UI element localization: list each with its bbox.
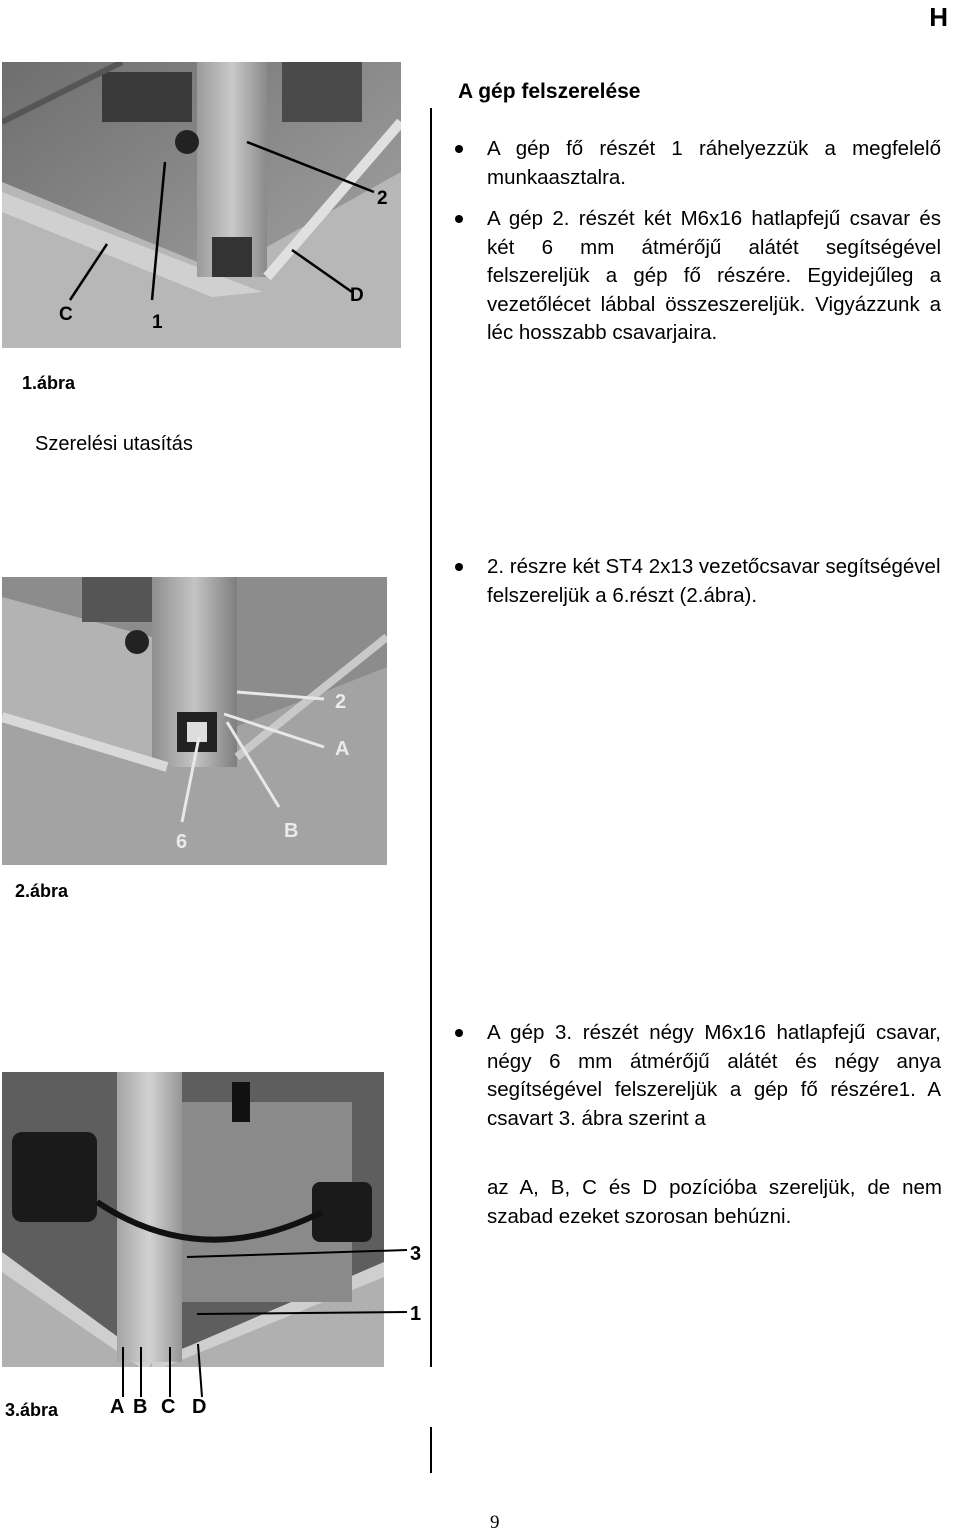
section-title: A gép felszerelése (458, 80, 641, 103)
figure-2-label-6: 6 (176, 831, 188, 853)
figure-3-image (2, 1072, 432, 1427)
figure-1-image (2, 62, 401, 348)
figure-3-label-c: C (161, 1396, 176, 1418)
figure-1-label-1: 1 (152, 312, 163, 333)
figure-1-label-2: 2 (377, 188, 388, 209)
figure-2-image (2, 577, 387, 865)
figure-2-caption: 2.ábra (15, 881, 69, 901)
bullet-icon (455, 145, 463, 153)
figure-3-photo (2, 1072, 432, 1427)
figure-3-label-a: A (110, 1396, 125, 1418)
figure-2-photo (2, 577, 387, 865)
figure-1-photo (2, 62, 401, 348)
figure-3-label-d: D (192, 1396, 207, 1418)
bullet-icon (455, 215, 463, 223)
bullet-icon (455, 563, 463, 571)
figure-3-label-b: B (133, 1396, 148, 1418)
figure-3-caption: 3.ábra (5, 1400, 59, 1420)
page-number: 9 (490, 1512, 500, 1533)
figure-2-label-2: 2 (335, 691, 347, 713)
instruction-1: A gép fő részét 1 ráhelyezzük a megfelelő munkaasztalra. (455, 135, 941, 192)
instruction-4: A gép 3. részét négy M6x16 hatlapfejű csavar, négy 6 mm átmérőjű alátét és négy anya segítségével felszereljük a gép fő részére1. A csavart 3. ábra szerint a (455, 1019, 941, 1133)
figure-3-label-3: 3 (410, 1243, 422, 1265)
figure-2-label-a: A (335, 738, 350, 760)
figure-2-label-b: B (284, 820, 299, 842)
bullet-icon (455, 1029, 463, 1037)
figure-1-label-d: D (350, 285, 364, 306)
instruction-2: A gép 2. részét két M6x16 hatlapfejű csavar és két 6 mm átmérőjű alátét segítségével felszereljük a gép fő részére. Egyidejűleg a vezetőlécet lábbal összeszereljük. Vigyázzunk a léc hosszabb csavarjaira. (455, 205, 941, 348)
section-subtitle: Szerelési utasítás (35, 433, 193, 455)
instruction-4-continuation: az A, B, C és D pozícióba szereljük, de nem szabad ezeket szorosan behúzni. (487, 1176, 942, 1228)
language-mark: H (929, 2, 948, 32)
figure-3-label-1: 1 (410, 1303, 422, 1325)
figure-1-caption: 1.ábra (22, 373, 76, 393)
instruction-3: 2. részre két ST4 2x13 vezetőcsavar segítségével felszereljük a 6.részt (2.ábra). (455, 553, 941, 610)
figure-1-label-c: C (59, 304, 73, 325)
